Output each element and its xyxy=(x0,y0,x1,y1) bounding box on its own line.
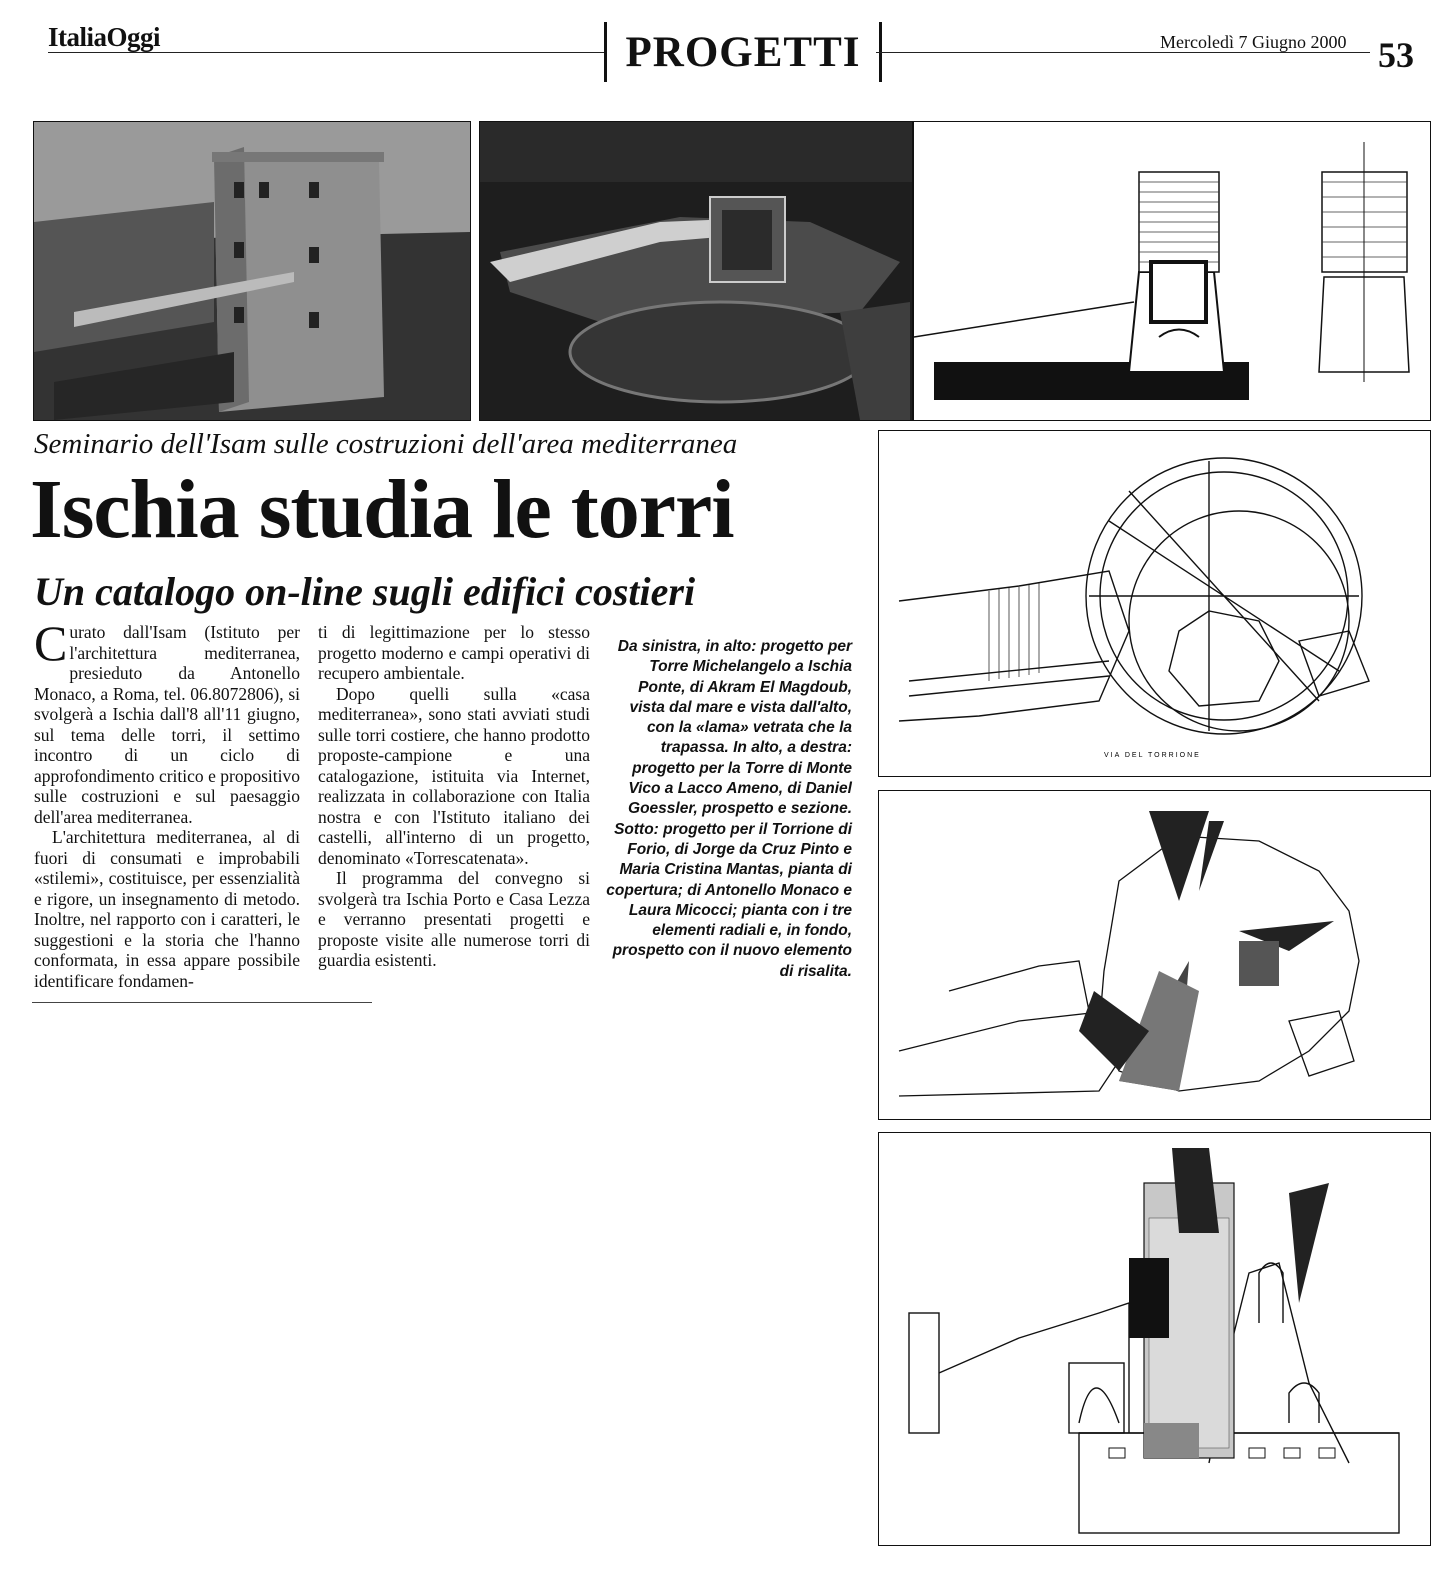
dropcap: C xyxy=(34,615,68,671)
section-title: PROGETTI xyxy=(625,28,861,76)
photo-caption: Da sinistra, in alto: progetto per Torre Michelangelo a Ischia Ponte, di Akram El Magdoub, vista dal mare e vista dall'alto, con la «lama» vetrata che la trapassa. In alto, a destra: progetto per la Torre di Monte Vico a Lacco Ameno, di Daniel Goessler, prospetto e sezione. Sotto: progetto per il Torrione di Forio, di Jorge da Cruz Pinto e Maria Cristina Mantas, pianta di copertura; di Antonello Monaco e Laura Micocci; pianta con i tre elementi radiali e, in fondo, prospetto con il nuovo elemento di risalita. xyxy=(606,638,852,980)
elevation-section-drawing xyxy=(913,121,1431,421)
headline: Ischia studia le torri xyxy=(30,463,734,556)
subhead: Un catalogo on-line sugli edifici costieri xyxy=(34,569,696,614)
article-paragraph: ti di legittimazione per lo stesso progetto moderno e campi operativi di recupero ambientale. xyxy=(318,622,590,683)
street-label: VIA DEL TORRIONE xyxy=(1104,752,1201,759)
article-column-1 xyxy=(34,615,300,991)
article-paragraph: L'architettura mediterranea, al di fuori di consumati e improbabili «stilemi», costituisce, per essenzialità e rigore, un insegnamento di metodo. Inoltre, nel rapporto con i caratteri, le suggestioni e la storia che l'hanno conformata, in essa appare possibile identificare fondamen- xyxy=(34,827,300,991)
article-text: urato dall'Isam (Istituto per l'architettura mediterranea, presieduto da Antonello Monaco, a Roma, tel. 06.8072806), si svolgerà a Ischia dall'8 all'11 giugno, sul tema delle torri, il settimo incontro di un ciclo di approfondimento critico e propositivo sulle costruzioni e sul paesaggio dell'area mediterranea. xyxy=(34,622,300,827)
dateline: Mercoledì 7 Giugno 2000 xyxy=(1160,32,1347,52)
section-label xyxy=(604,22,882,82)
header-rule-left xyxy=(48,52,604,53)
radial-plan-drawing xyxy=(878,790,1431,1120)
kicker: Seminario dell'Isam sulle costruzioni dell'area mediterranea xyxy=(34,428,738,460)
article-end-rule xyxy=(32,1002,372,1003)
article-paragraph xyxy=(34,615,300,827)
elevation-access-drawing xyxy=(878,1132,1431,1546)
aerial-render-photo xyxy=(479,121,913,421)
tower-render-photo xyxy=(33,121,471,421)
page-number: 53 xyxy=(1378,35,1414,75)
article-column-2 xyxy=(318,622,590,971)
article-paragraph: Il programma del convegno si svolgerà tra Ischia Porto e Casa Lezza e verranno presentati progetti e proposte visite alle numerose torri di guardia esistenti. xyxy=(318,868,590,970)
article-paragraph: Dopo quelli sulla «casa mediterranea», sono stati avviati studi sulle torri costiere, che hanno prodotto proposte-campione e una catalogazione, istituita via Internet, realizzata in collaborazione con Italia nostra e con l'Istituto italiano dei castelli, all'interno di un progetto, denominato «Torrescatenata». xyxy=(318,683,590,868)
masthead: ItaliaOggi xyxy=(48,22,161,52)
roof-plan-drawing xyxy=(878,430,1431,777)
